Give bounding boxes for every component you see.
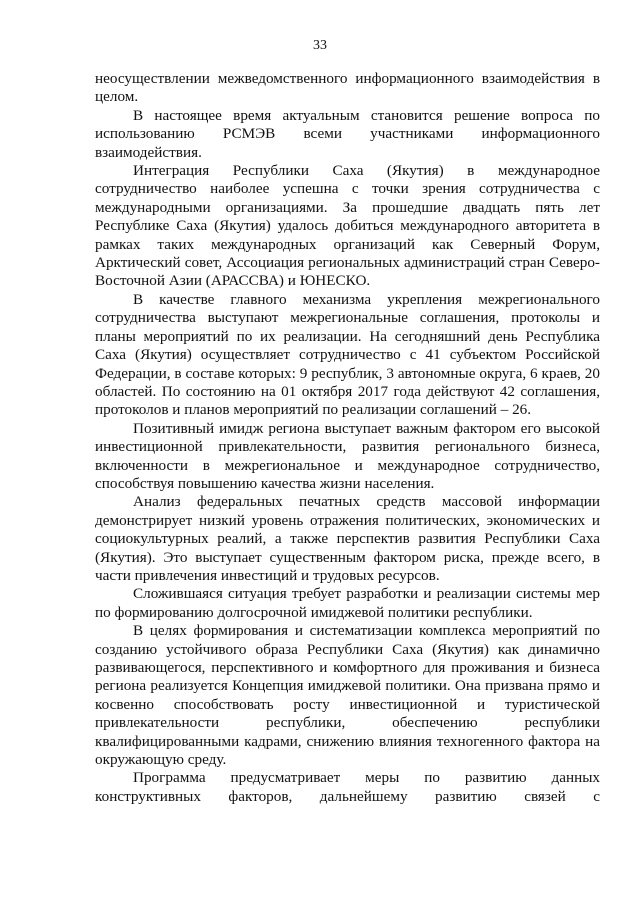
page-number: 33 xyxy=(313,38,327,53)
paragraph-program: Программа предусматривает меры по развитию данных конструктивных факторов, дальнейшему развитию связей с xyxy=(95,769,600,805)
paragraph-rsmev: В настоящее время актуальным становится решение вопроса по использованию РСМЭВ всеми участниками информационного взаимодействия. xyxy=(95,106,600,161)
paragraph-continuation: неосуществлении межведомственного информационного взаимодействия в целом. xyxy=(95,70,600,106)
paragraph-interregional-cooperation: В качестве главного механизма укрепления межрегионального сотрудничества выступают межрегиональные соглашения, протоколы и планы мероприятий по их реализации. На сегодняшний день Республика Саха (Якутия) осуществляет сотрудничество с 41 субъектом Российской Федерации, в составе которых: 9 республик, 3 автономные округа, 6 краев, 20 областей. По состоянию на 01 октября 2017 года действуют 42 соглашения, протоколов и планов мероприятий по реализации соглашений – 26. xyxy=(95,290,600,419)
document-body xyxy=(95,70,600,806)
paragraph-media-analysis: Анализ федеральных печатных средств массовой информации демонстрирует низкий уровень отражения политических, экономических и социокультурных реалий, а также перспектив развития Республики Саха (Якутия). Это выступает существенным фактором риска, прежде всего, в части привлечения инвестиций и трудовых ресурсов. xyxy=(95,493,600,584)
paragraph-image-concept: В целях формирования и систематизации комплекса мероприятий по созданию устойчивого образа Республики Саха (Якутия) как динамично развивающегося, перспективного и комфортного для проживания и бизнеса региона реализуется Концепция имиджевой политики. Она призвана прямо и косвенно способствовать росту инвестиционной и туристической привлекательности республики, обеспечению республики квалифицированными кадрами, снижению влияния техногенного фактора на окружающую среду. xyxy=(95,622,600,769)
paragraph-situation: Сложившаяся ситуация требует разработки и реализации системы мер по формированию долгосрочной имиджевой политики республики. xyxy=(95,585,600,621)
paragraph-international-integration: Интеграция Республики Саха (Якутия) в международное сотрудничество наиболее успешна с точки зрения сотрудничества с международными организациями. За прошедшие двадцать пять лет Республике Саха (Якутия) удалось добиться международного авторитета в рамках таких международных организаций как Северный Форум, Арктический совет, Ассоциация региональных администраций стран Северо-Восточной Азии (АРАССВА) и ЮНЕСКО. xyxy=(95,162,600,290)
paragraph-positive-image: Позитивный имидж региона выступает важным фактором его высокой инвестиционной привлекательности, развития регионального бизнеса, включенности в межрегиональное и международное сотрудничество, способствуя повышению качества жизни населения. xyxy=(95,419,600,492)
